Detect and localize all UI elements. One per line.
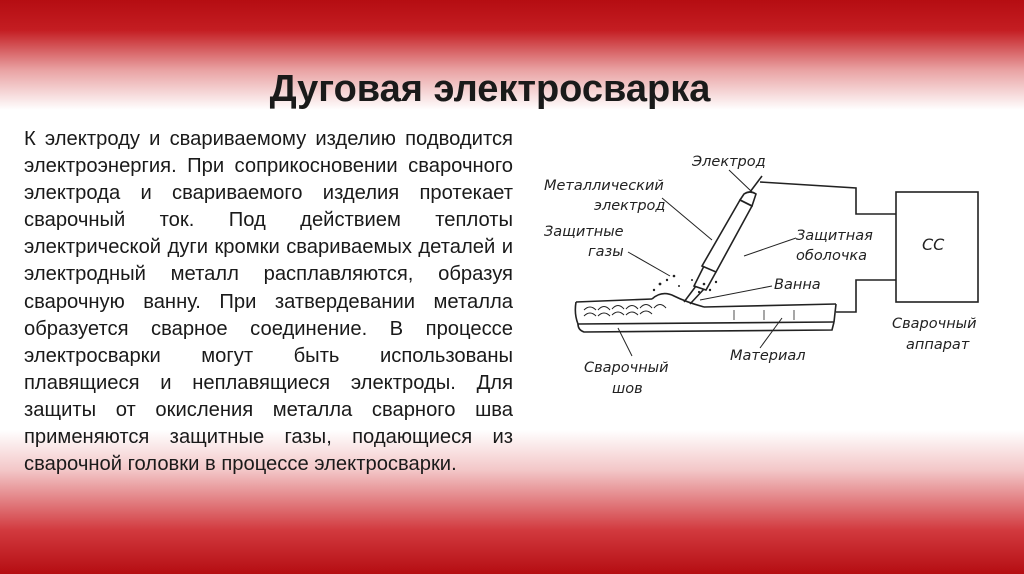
material-plate (575, 299, 836, 332)
label-material: Материал (730, 348, 806, 364)
gas-dots (653, 275, 717, 293)
label-shield-gases-1: Защитные (544, 224, 624, 240)
label-welding-device-2: аппарат (906, 337, 970, 353)
weld-seam-hatch (584, 305, 666, 317)
slide-title: Дуговая электросварка (269, 68, 711, 110)
welding-diagram (534, 152, 1001, 418)
welding-diagram-svg (534, 152, 1001, 418)
label-shield-shell-1: Защитная (796, 228, 873, 244)
label-cc: СС (922, 235, 945, 254)
label-shield-shell-2: оболочка (796, 248, 868, 264)
label-metal-electrode-2: электрод (594, 198, 666, 214)
slide-body-text: К электроду и свариваемому изделию подводится электроэнергия. При соприкосновении сварочного электрода и свариваемого изделия протекает сварочный ток. Под действием теплоты электрической дуги кромки свариваемых деталей и электродный металл расплавляются, образуя сварочную ванну. При затвердевании металла образуется сварное соединение. В процессе электросварки могут быть использованы плавящиеся и неплавящиеся электроды. Для защиты от окисления металла сварного шва применяются защитные газы, подающиеся из сварочной головки в процессе электросварки. (24, 128, 513, 476)
label-weld-seam-1: Сварочный (584, 360, 669, 376)
label-welding-device-1: Сварочный (892, 316, 977, 332)
electrode-holder (684, 176, 762, 304)
label-shield-gases-2: газы (588, 244, 624, 260)
label-metal-electrode-1: Металлический (544, 178, 664, 194)
label-pool: Ванна (774, 277, 821, 293)
label-electrode: Электрод (692, 154, 766, 170)
label-weld-seam-2: шов (612, 381, 643, 397)
